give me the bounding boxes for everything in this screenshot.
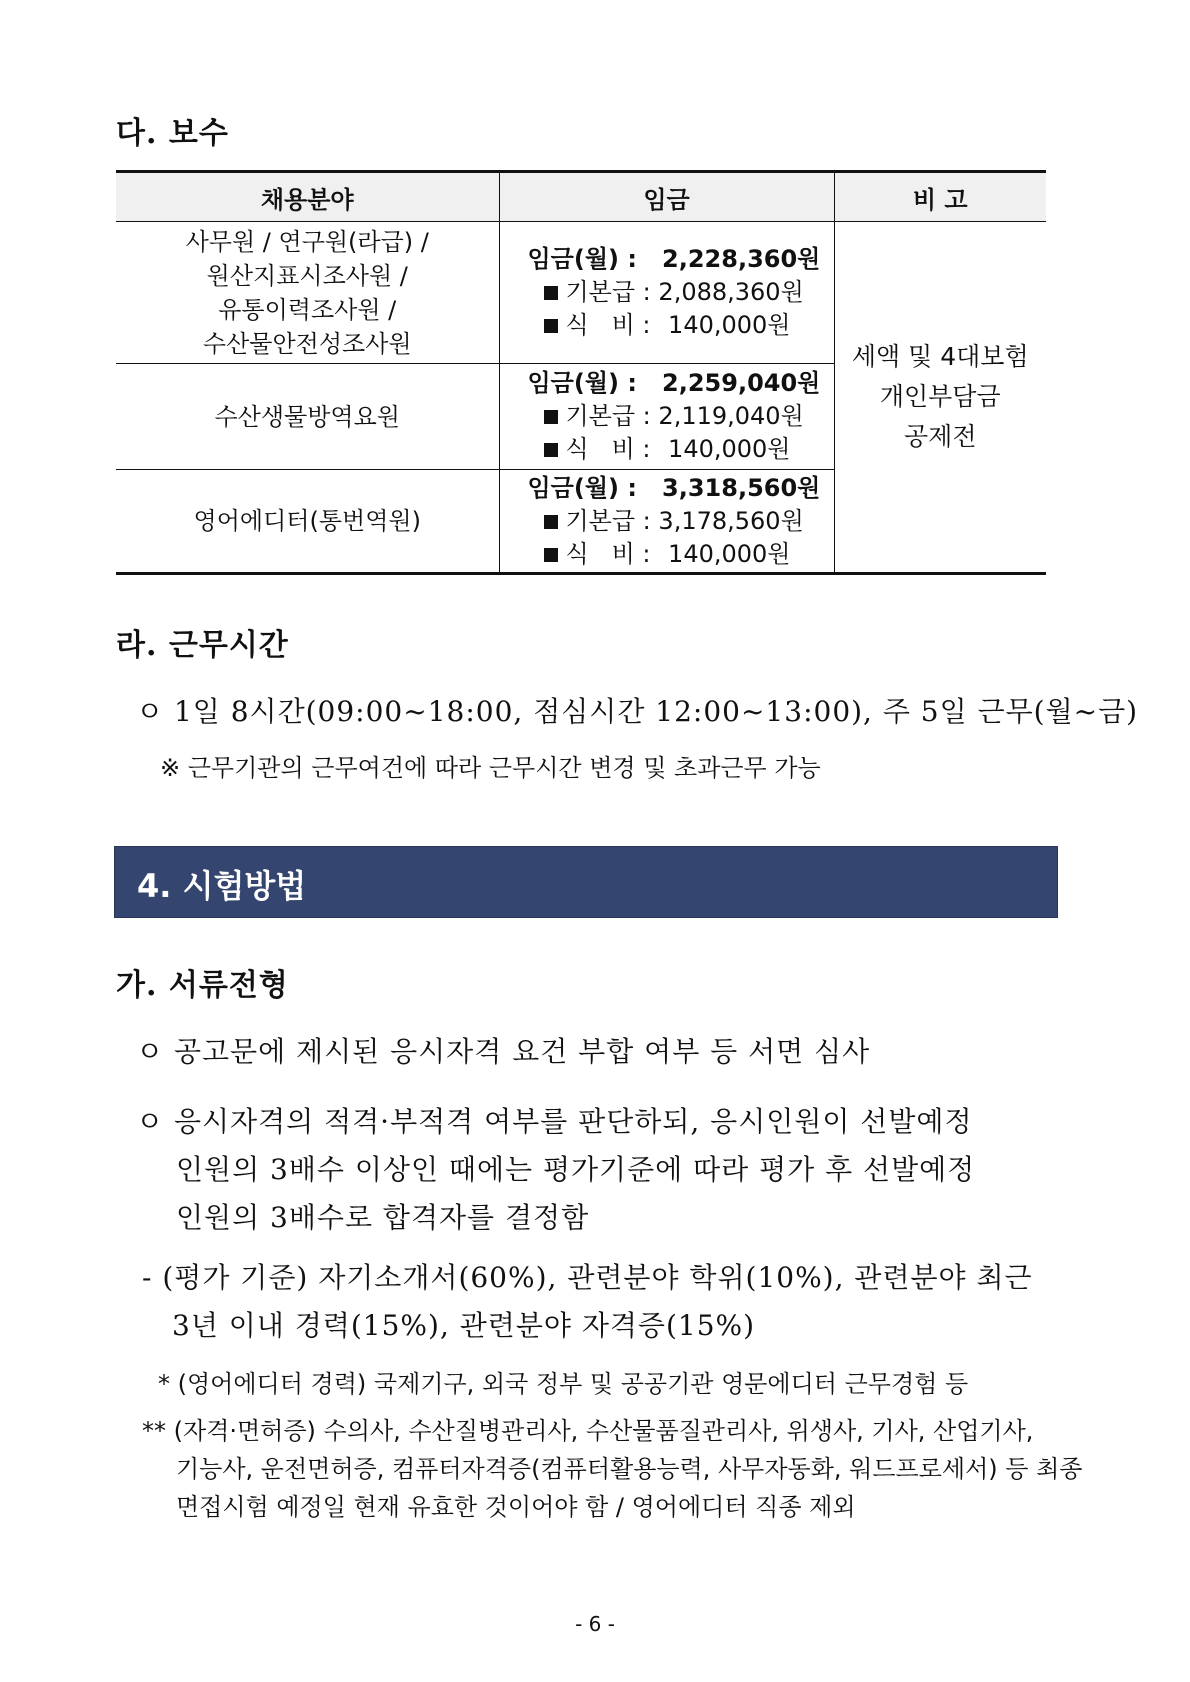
docs-bullet-2-line: ㅇ 응시자격의 적격·부적격 여부를 판단하되, 응시인원이 선발예정 xyxy=(136,1105,973,1138)
section-title-hours: 라. 근무시간 xyxy=(116,628,289,663)
field-cell xyxy=(116,470,499,574)
base-value: 3,178,560원 xyxy=(658,506,804,535)
square-bullet-icon xyxy=(544,319,558,333)
note-editor: * (영어에디터 경력) 국제기구, 외국 정부 및 공공기관 영문에디터 근무경험 등 xyxy=(158,1370,969,1398)
total-label: 임금(월) : xyxy=(527,473,637,502)
docs-bullet-2-line: 인원의 3배수로 합격자를 결정함 xyxy=(176,1201,590,1234)
meal-value: 140,000원 xyxy=(668,311,791,339)
field-line: 사무원 / 연구원(라급) / xyxy=(185,227,429,256)
field-line: 유통이력조사원 / xyxy=(218,295,397,324)
section-banner xyxy=(114,846,1058,918)
base-label: 기본급 : xyxy=(565,278,651,306)
section-title-pay: 다. 보수 xyxy=(116,116,229,151)
note-licenses-line: 기능사, 운전면허증, 컴퓨터자격증(컴퓨터활용능력, 사무자동화, 워드프로세서) 등 최종 xyxy=(176,1455,1083,1483)
square-bullet-icon xyxy=(544,286,558,300)
base-label: 기본급 : xyxy=(565,506,651,535)
total-value: 3,318,560원 xyxy=(662,473,821,502)
meal-value: 140,000원 xyxy=(668,539,791,568)
docs-bullet-1: ㅇ 공고문에 제시된 응시자격 요건 부합 여부 등 서면 심사 xyxy=(136,1035,871,1068)
note-line: 공제전 xyxy=(904,422,977,451)
note-licenses xyxy=(142,1412,1102,1526)
section-title-docs: 가. 서류전형 xyxy=(116,968,289,1003)
header-note: 비 고 xyxy=(834,172,1046,222)
meal-label: 식 비 : xyxy=(565,311,651,339)
note-licenses-line: ** (자격·면허증) 수의사, 수산질병관리사, 수산물품질관리사, 위생사, 기사, 산업기사, xyxy=(142,1417,1034,1445)
square-bullet-icon xyxy=(544,548,558,562)
note-line: 개인부담금 xyxy=(879,382,1001,411)
banner-title: 4. 시험방법 xyxy=(137,867,307,905)
criteria-line: 3년 이내 경력(15%), 관련분야 자격증(15%) xyxy=(172,1309,756,1342)
square-bullet-icon xyxy=(544,515,558,529)
table-row xyxy=(116,222,1046,364)
docs-bullet-2-line: 인원의 3배수 이상인 때에는 평가기준에 따라 평가 후 선발예정 xyxy=(176,1153,976,1186)
total-value: 2,228,360원 xyxy=(662,245,821,273)
base-value: 2,088,360원 xyxy=(658,278,804,306)
wage-cell xyxy=(499,222,834,364)
wage-cell xyxy=(499,364,834,470)
page-number: - 6 - xyxy=(575,1612,615,1636)
square-bullet-icon xyxy=(544,443,558,457)
field-line: 수산생물방역요원 xyxy=(214,402,400,431)
note-licenses-line: 면접시험 예정일 현재 유효한 것이어야 함 / 영어에디터 직종 제외 xyxy=(176,1493,856,1521)
note-cell xyxy=(834,222,1046,574)
meal-value: 140,000원 xyxy=(668,435,791,463)
header-field: 채용분야 xyxy=(116,172,499,222)
hours-note: ※ 근무기관의 근무여건에 따라 근무시간 변경 및 초과근무 가능 xyxy=(160,754,821,782)
field-cell xyxy=(116,364,499,470)
criteria xyxy=(142,1254,1102,1350)
hours-line: ㅇ 1일 8시간(09:00~18:00, 점심시간 12:00~13:00), 주 5일 근무(월~금) xyxy=(136,695,1139,728)
docs-bullet-2 xyxy=(136,1098,1096,1242)
total-label: 임금(월) : xyxy=(527,369,637,397)
header-wage: 임금 xyxy=(499,172,834,222)
pay-table xyxy=(116,170,1046,575)
base-label: 기본급 : xyxy=(565,402,651,430)
field-cell xyxy=(116,222,499,364)
field-line: 원산지표시조사원 / xyxy=(206,261,408,290)
square-bullet-icon xyxy=(544,410,558,424)
meal-label: 식 비 : xyxy=(565,435,651,463)
base-value: 2,119,040원 xyxy=(658,402,804,430)
meal-label: 식 비 : xyxy=(565,539,651,568)
field-line: 영어에디터(통번역원) xyxy=(193,507,421,535)
wage-cell xyxy=(499,470,834,574)
total-label: 임금(월) : xyxy=(527,245,637,273)
note-line: 세액 및 4대보험 xyxy=(851,342,1029,371)
total-value: 2,259,040원 xyxy=(662,369,821,397)
field-line: 수산물안전성조사원 xyxy=(202,329,412,358)
criteria-line: - (평가 기준) 자기소개서(60%), 관련분야 학위(10%), 관련분야 최근 xyxy=(142,1261,1033,1294)
